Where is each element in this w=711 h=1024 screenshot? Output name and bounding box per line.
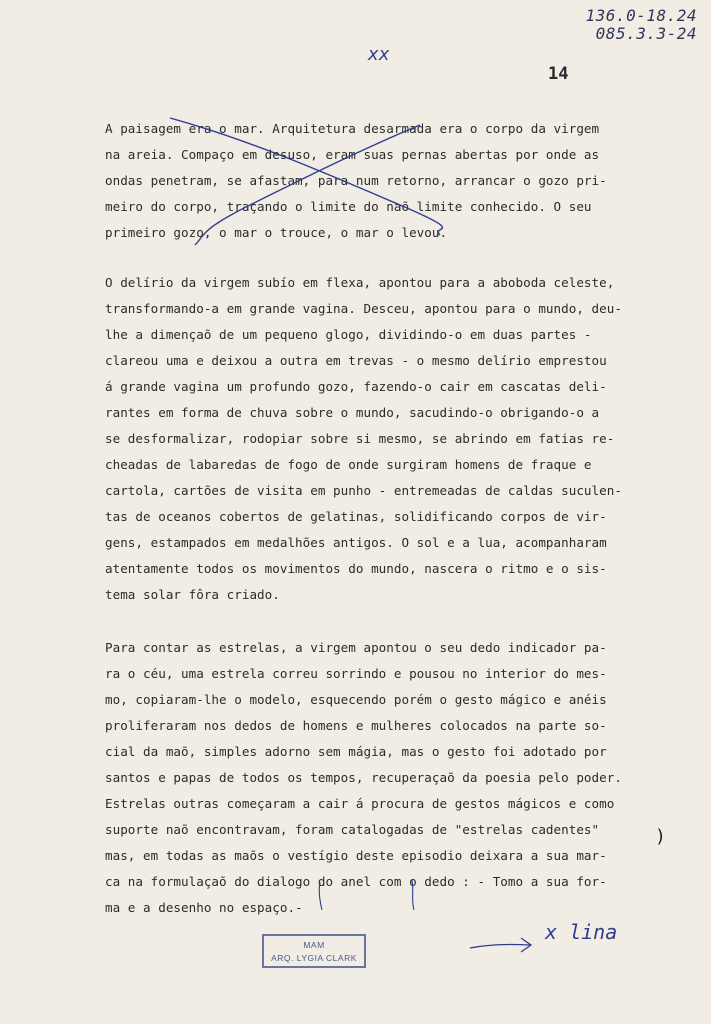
paragraph-3	[105, 635, 630, 921]
text-line: proliferaram nos dedos de homens e mulheres colocados na parte so-	[105, 718, 607, 733]
text-line: cial da maõ, simples adorno sem mágia, mas o gesto foi adotado por	[105, 744, 607, 759]
arrow-head-icon	[521, 938, 531, 952]
stamp-line-2: ARQ. LYGIA CLARK	[271, 953, 357, 963]
text-line: mo, copiaram-lhe o modelo, esquecendo porém o gesto mágico e anéis	[105, 692, 607, 707]
text-line: suporte naõ encontravam, foram catalogadas de "estrelas cadentes"	[105, 822, 600, 837]
handwritten-signature: x lina	[545, 920, 618, 944]
margin-mark: )	[655, 826, 666, 847]
text-line: ondas penetram, se afastam, para num retorno, arrancar o gozo pri-	[105, 173, 607, 188]
archive-number-2: 085.3.3-24	[595, 24, 697, 43]
text-line: gens, estampados em medalhões antigos. O sol e a lua, acompanharam	[105, 535, 607, 550]
text-line: cartola, cartões de visita em punho - entremeadas de caldas suculen-	[105, 483, 622, 498]
text-line: mas, em todas as maõs o vestígio deste episodio deixara a sua mar-	[105, 848, 607, 863]
paragraph-1	[105, 116, 630, 246]
text-line: primeiro gozo, o mar o trouce, o mar o levou.	[105, 225, 448, 240]
page-number: 14	[548, 64, 569, 84]
text-line: O delírio da virgem subío em flexa, apontou para a aboboda celeste,	[105, 275, 615, 290]
text-line: Estrelas outras começaram a cair á procura de gestos mágicos e como	[105, 796, 615, 811]
text-line: ra o céu, uma estrela correu sorrindo e pousou no interior do mes-	[105, 666, 607, 681]
text-line: transformando-a em grande vagina. Desceu, apontou para o mundo, deu-	[105, 301, 622, 316]
text-line: ca na formulaçaõ do dialogo do anel com o dedo : - Tomo a sua for-	[105, 874, 607, 889]
text-line: á grande vagina um profundo gozo, fazendo-o cair em cascatas deli-	[105, 379, 607, 394]
text-line: lhe a dimençaõ de um pequeno glogo, dividindo-o em duas partes -	[105, 327, 592, 342]
arrow-line	[470, 944, 530, 948]
text-line: tema solar fôra criado.	[105, 587, 280, 602]
text-line: A paisagem era o mar. Arquitetura desarmada era o corpo da virgem	[105, 121, 600, 136]
text-line: cheadas de labaredas de fogo de onde surgiram homens de fraque e	[105, 457, 592, 472]
text-line: rantes em forma de chuva sobre o mundo, sacudindo-o obrigando-o a	[105, 405, 600, 420]
paragraph-2	[105, 270, 630, 608]
handwritten-annotation-xx: xx	[368, 44, 390, 65]
text-line: santos e papas de todos os tempos, recuperaçaõ da poesia pelo poder.	[105, 770, 622, 785]
text-line: na areia. Compaço em desuso, eram suas pernas abertas por onde as	[105, 147, 600, 162]
archive-number-1: 136.0-18.24	[585, 6, 697, 25]
text-line: meiro do corpo, traçando o limite do naõ limite conhecido. O seu	[105, 199, 592, 214]
text-line: ma e a desenho no espaço.-	[105, 900, 303, 915]
archive-stamp	[262, 934, 366, 968]
text-line: tas de oceanos cobertos de gelatinas, solidificando corpos de vir-	[105, 509, 607, 524]
text-line: se desformalizar, rodopiar sobre si mesmo, se abrindo em fatias re-	[105, 431, 615, 446]
stamp-line-1: MAM	[303, 940, 325, 950]
text-line: clareou uma e deixou a outra em trevas - o mesmo delírio emprestou	[105, 353, 607, 368]
text-line: Para contar as estrelas, a virgem apontou o seu dedo indicador pa-	[105, 640, 607, 655]
text-line: atentamente todos os movimentos do mundo, nascera o ritmo e o sis-	[105, 561, 607, 576]
